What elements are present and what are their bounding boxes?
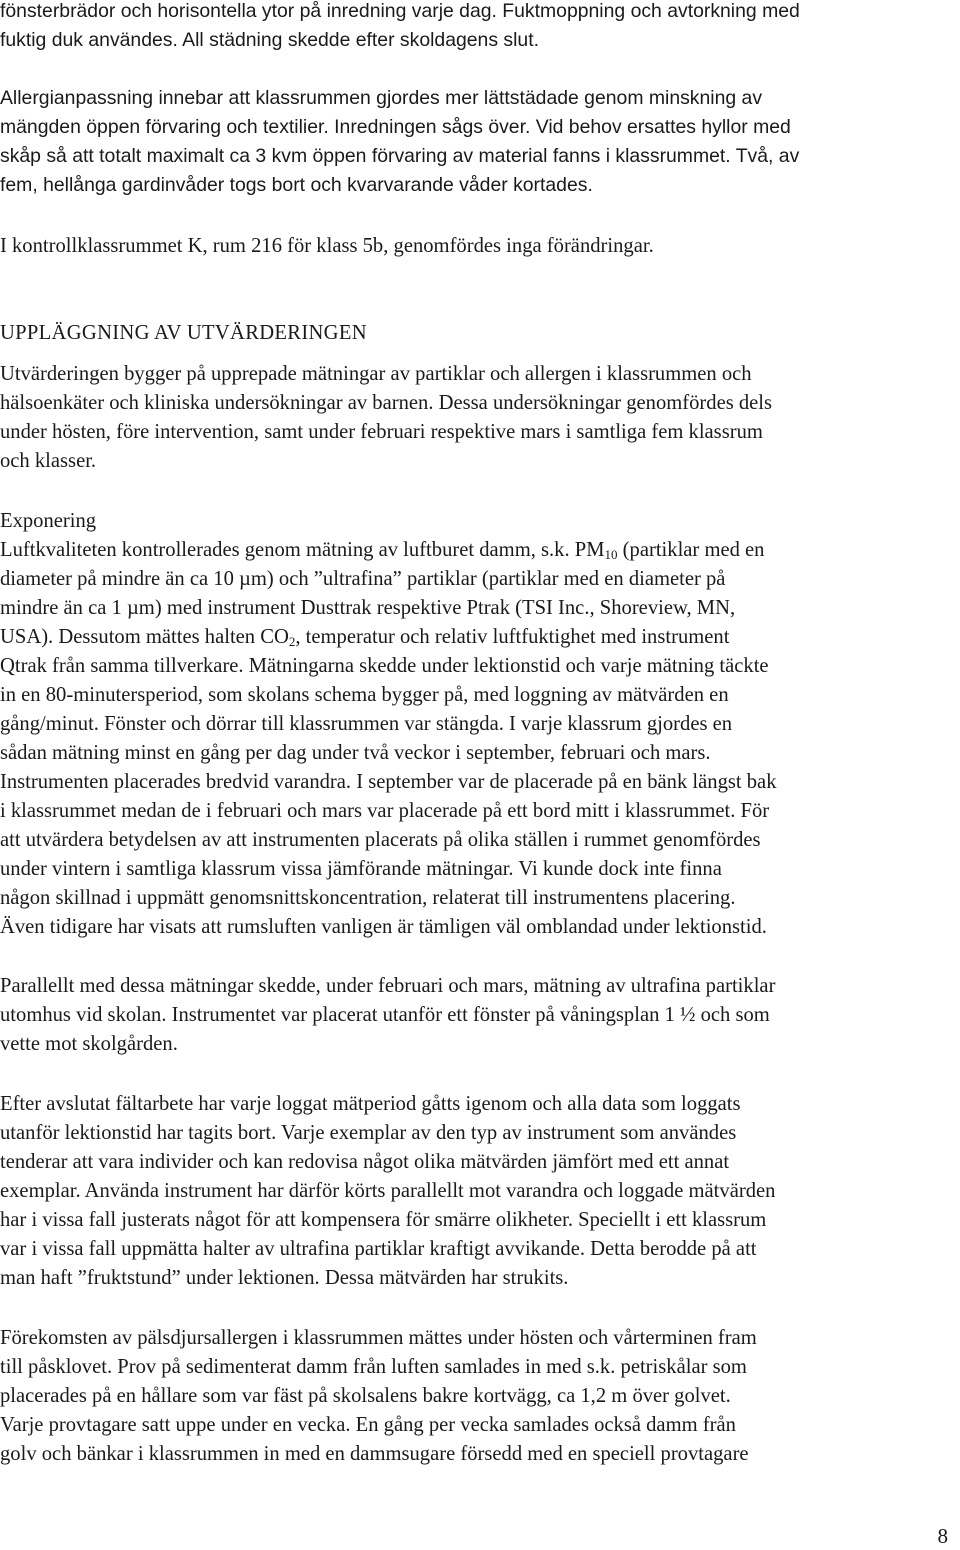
text-line: var i vissa fall uppmätta halter av ultrafina partiklar kraftigt avvikande. Detta berodde på att bbox=[0, 1238, 757, 1260]
text-line: Efter avslutat fältarbete har varje loggat mätperiod gåtts igenom och alla data som loggats bbox=[0, 1093, 741, 1115]
text-line: Parallellt med dessa mätningar skedde, under februari och mars, mätning av ultrafina partiklar bbox=[0, 975, 776, 997]
text-fragment: Luftkvaliteten kontrollerades genom mätning av luftburet damm, s.k. PM bbox=[0, 539, 605, 561]
text-line: skåp så att totalt maximalt ca 3 kvm öppen förvaring av material fanns i klassrummet. Två, av bbox=[0, 145, 800, 167]
paragraph-outdoor-measurement bbox=[0, 972, 958, 1059]
subscript: 2 bbox=[288, 634, 296, 649]
text-line: I kontrollklassrummet K, rum 216 för klass 5b, genomfördes inga förändringar. bbox=[0, 235, 654, 257]
text-line: tenderar att vara individer och kan redovisa något olika mätvärden jämfört med ett annat bbox=[0, 1151, 730, 1173]
text-line: gång/minut. Fönster och dörrar till klassrummen var stängda. I varje klassrum gjordes en bbox=[0, 713, 733, 735]
text-line: Allergianpassning innebar att klassrummen gjordes mer lättstädade genom minskning av bbox=[0, 87, 763, 109]
text-line: mindre än ca 1 µm) med instrument Dusttrak respektive Ptrak (TSI Inc., Shoreview, MN, bbox=[0, 597, 736, 619]
paragraph-allergy-adaptation bbox=[0, 84, 958, 200]
text-line: golv och bänkar i klassrummen in med en dammsugare försedd med en speciell provtagare bbox=[0, 1443, 749, 1465]
text-line: Qtrak från samma tillverkare. Mätningarna skedde under lektionstid och varje mätning täckte bbox=[0, 655, 769, 677]
text-line: exemplar. Använda instrument har därför körts parallellt mot varandra och loggade mätvärden bbox=[0, 1180, 776, 1202]
text-line: mängden öppen förvaring och textilier. Inredningen sågs över. Vid behov ersattes hyllor med bbox=[0, 116, 791, 138]
paragraph-air-quality bbox=[0, 536, 958, 942]
section-heading: UPPLÄGGNING AV UTVÄRDERINGEN bbox=[0, 322, 367, 344]
text-line: diameter på mindre än ca 10 µm) och ”ultrafina” partiklar (partiklar med en diameter på bbox=[0, 568, 726, 590]
text-line: Förekomsten av pälsdjursallergen i klassrummen mättes under hösten och vårterminen fram bbox=[0, 1327, 757, 1349]
text-line: fuktig duk användes. All städning skedde efter skoldagens slut. bbox=[0, 29, 539, 51]
text-line: att utvärdera betydelsen av att instrumenten placerats på olika ställen i rummet genomfördes bbox=[0, 829, 761, 851]
text-line: man haft ”fruktstund” under lektionen. Dessa mätvärden har strukits. bbox=[0, 1267, 569, 1289]
subheading-exposure: Exponering bbox=[0, 510, 97, 532]
text-line: i klassrummet medan de i februari och mars var placerade på ett bord mitt i klassrummet. För bbox=[0, 800, 770, 822]
text-line: någon skillnad i uppmätt genomsnittskoncentration, relaterat till instrumentens placering. bbox=[0, 887, 736, 909]
text-line: hälsoenkäter och kliniska undersökningar av barnen. Dessa undersökningar genomfördes dels bbox=[0, 392, 773, 414]
text-line: fem, hellånga gardinvåder togs bort och kvarvarande våder kortades. bbox=[0, 174, 593, 196]
paragraph-allergen-sampling bbox=[0, 1324, 958, 1469]
text-line bbox=[0, 536, 958, 565]
text-line: sådan mätning minst en gång per dag under två veckor i september, februari och mars. bbox=[0, 742, 711, 764]
text-line: Utvärderingen bygger på upprepade mätningar av partiklar och allergen i klassrummen och bbox=[0, 363, 752, 385]
text-line: utomhus vid skolan. Instrumentet var placerat utanför ett fönster på våningsplan 1 ½ och som bbox=[0, 1004, 770, 1026]
text-line: placerades på en hållare som var fäst på skolsalens bakre kortvägg, ca 1,2 m över golvet. bbox=[0, 1385, 731, 1407]
text-line: under vintern i samtliga klassrum vissa jämförande mätningar. Vi kunde dock inte finna bbox=[0, 858, 722, 880]
paragraph-data-processing bbox=[0, 1090, 958, 1293]
paragraph-cleaning bbox=[0, 0, 958, 55]
page-number: 8 bbox=[937, 1524, 948, 1548]
text-line: till påsklovet. Prov på sedimenterat damm från luften samlades in med s.k. petriskålar som bbox=[0, 1356, 747, 1378]
text-fragment: (partiklar med en bbox=[617, 539, 765, 561]
text-line: under hösten, före intervention, samt under februari respektive mars i samtliga fem klassrum bbox=[0, 421, 763, 443]
text-line: Instrumenten placerades bredvid varandra. I september var de placerade på en bänk längst bak bbox=[0, 771, 777, 793]
paragraph-evaluation bbox=[0, 360, 958, 476]
text-line: vette mot skolgården. bbox=[0, 1033, 178, 1055]
text-line: utanför lektionstid har tagits bort. Varje exemplar av den typ av instrument som användes bbox=[0, 1122, 737, 1144]
text-line: och klasser. bbox=[0, 450, 97, 472]
subscript: 10 bbox=[604, 547, 618, 562]
text-line bbox=[0, 623, 958, 652]
text-line: har i vissa fall justerats något för att kompensera för smärre olikheter. Speciellt i ett klassrum bbox=[0, 1209, 767, 1231]
text-fragment: USA). Dessutom mättes halten CO bbox=[0, 626, 289, 648]
text-fragment: , temperatur och relativ luftfuktighet med instrument bbox=[295, 626, 730, 648]
text-line: in en 80-minutersperiod, som skolans schema bygger på, med loggning av mätvärden en bbox=[0, 684, 729, 706]
text-line: fönsterbrädor och horisontella ytor på inredning varje dag. Fuktmoppning och avtorkning med bbox=[0, 0, 800, 22]
text-line: Varje provtagare satt uppe under en vecka. En gång per vecka samlades också damm från bbox=[0, 1414, 736, 1436]
text-line: Även tidigare har visats att rumsluften vanligen är tämligen väl omblandad under lektionstid. bbox=[0, 916, 767, 938]
paragraph-control-classroom bbox=[0, 232, 958, 261]
